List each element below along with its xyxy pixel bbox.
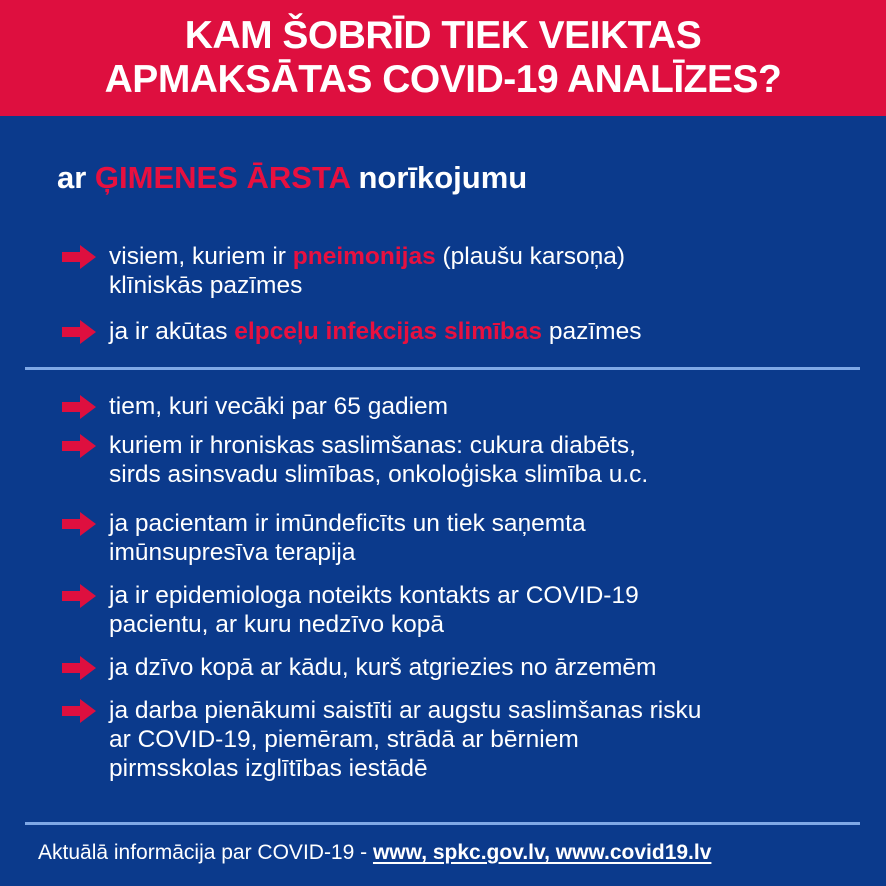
- title-line-2: APMAKSĀTAS COVID-19 ANALĪZES?: [104, 58, 782, 101]
- list-item: [62, 509, 586, 567]
- list-item-text: ja pacientam ir imūndeficīts un tiek saņemta imūnsupresīva terapija: [109, 510, 586, 566]
- list-item-text: ja darba pienākumi saistīti ar augstu saslimšanas risku ar COVID-19, piemēram, strādā ar bērniem pirmsskolas izglītības iestādē: [109, 697, 702, 782]
- highlight-text: elpceļu infekcijas slimības: [234, 318, 543, 345]
- subtitle-prefix: ar: [57, 160, 95, 195]
- list-item-text: kuriem ir hroniskas saslimšanas: cukura diabēts, sirds asinsvadu slimības, onkoloģiska slimība u.c.: [109, 432, 649, 488]
- arrow-right-icon: [62, 655, 96, 681]
- list-item-text: tiem, kuri vecāki par 65 gadiem: [109, 393, 449, 420]
- arrow-right-icon: [62, 319, 96, 345]
- list-item: [62, 653, 656, 682]
- list-item: [62, 317, 641, 346]
- list-item: [62, 242, 625, 300]
- list-item: [62, 431, 648, 489]
- footer-text: Aktuālā informācija par COVID-19 -: [38, 841, 373, 864]
- divider: [25, 822, 860, 825]
- arrow-right-icon: [62, 433, 96, 459]
- list-item-text: ja dzīvo kopā ar kādu, kurš atgriezies no ārzemēm: [109, 654, 657, 681]
- header-banner: [0, 0, 886, 116]
- list-item: [62, 581, 639, 639]
- list-item-text: visiem, kuriem ir pneimonijas (plaušu karsoņa) klīniskās pazīmes: [109, 243, 626, 299]
- subtitle-suffix: norīkojumu: [349, 160, 528, 195]
- footer-links[interactable]: www, spkc.gov.lv, www.covid19.lv: [372, 841, 712, 864]
- subtitle: [57, 160, 527, 196]
- subtitle-highlight: ĢIMENES ĀRSTA: [94, 160, 350, 195]
- divider: [25, 367, 860, 370]
- highlight-text: pneimonijas: [292, 243, 436, 270]
- arrow-right-icon: [62, 511, 96, 537]
- footer: [38, 841, 711, 865]
- arrow-right-icon: [62, 244, 96, 270]
- list-item-text: ja ir akūtas elpceļu infekcijas slimības pazīmes: [109, 318, 642, 345]
- arrow-right-icon: [62, 698, 96, 724]
- list-item-text: ja ir epidemiologa noteikts kontakts ar COVID-19 pacientu, ar kuru nedzīvo kopā: [109, 582, 639, 638]
- title-line-1: KAM ŠOBRĪD TIEK VEIKTAS: [184, 14, 702, 57]
- arrow-right-icon: [62, 394, 96, 420]
- list-item: [62, 392, 448, 421]
- arrow-right-icon: [62, 583, 96, 609]
- list-item: [62, 696, 701, 783]
